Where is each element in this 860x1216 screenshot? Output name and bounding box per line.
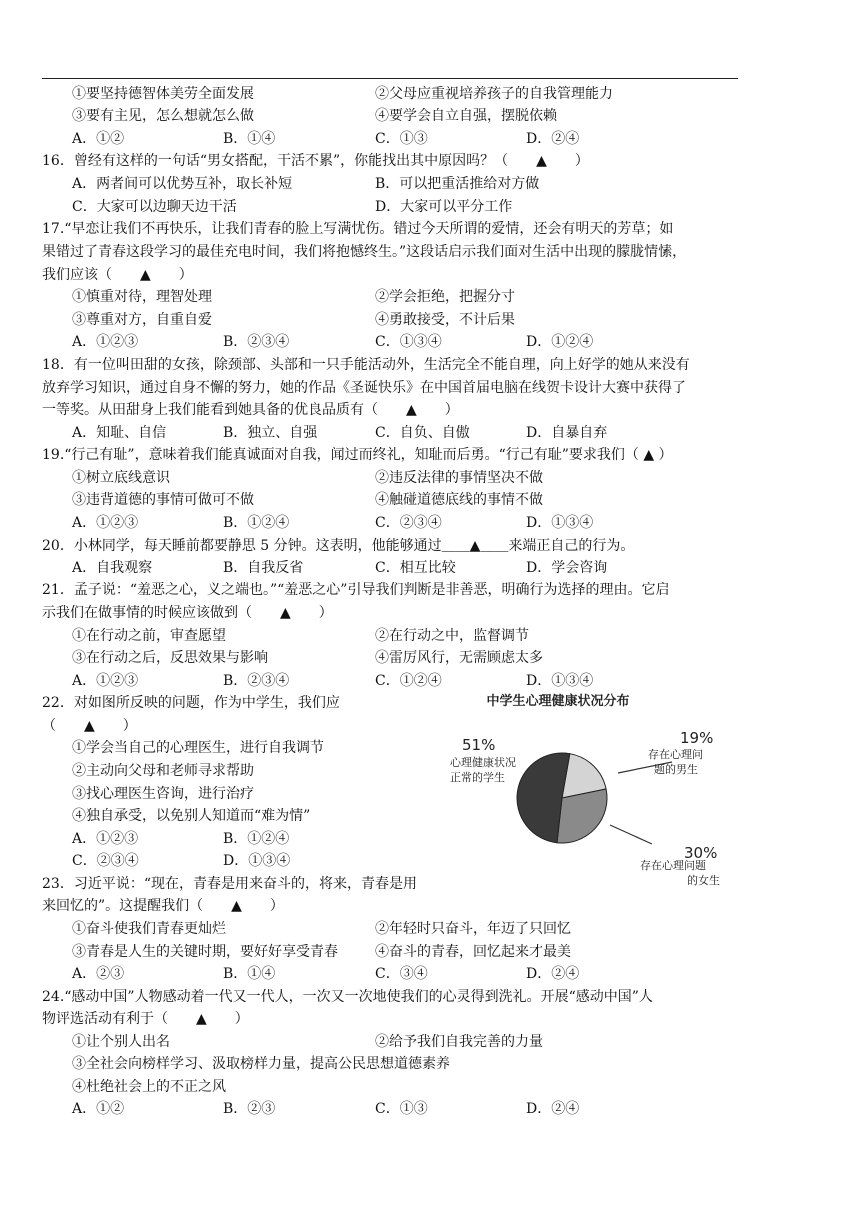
text-line: C．①②④ bbox=[375, 673, 442, 689]
text-line: C．①③ bbox=[375, 1101, 428, 1117]
text-line: C．相互比较 bbox=[375, 560, 456, 576]
text-line: ②给予我们自我完善的力量 bbox=[375, 1034, 543, 1050]
text-line: D．②④ bbox=[526, 1101, 580, 1117]
text-line: C．②③④ bbox=[375, 515, 442, 531]
text-line: B．②③④ bbox=[223, 334, 290, 350]
text-line: D．②④ bbox=[526, 966, 580, 982]
slice-label-girls-2: 的女生 bbox=[687, 874, 720, 887]
text-line: A．①②③ bbox=[72, 334, 139, 350]
text-line: B．①④ bbox=[223, 966, 276, 982]
text-line: 物评选活动有利于（ ▲ ） bbox=[42, 1011, 249, 1027]
text-line: 20．小林同学，每天睡前都要静思 5 分钟。这表明，他能够通过＿＿▲＿＿来端正自己的行为。 bbox=[42, 538, 635, 554]
text-line: C．大家可以边聊天边干活 bbox=[72, 199, 237, 215]
slice-value-boys: 19% bbox=[680, 729, 714, 747]
text-line: ③在行动之后，反思效果与影响 bbox=[72, 650, 268, 666]
text-line: ①奋斗使我们青春更灿烂 bbox=[72, 921, 226, 937]
text-line: D．①②④ bbox=[526, 334, 594, 350]
text-line: A．知耻、自信 bbox=[72, 425, 167, 441]
text-line: ④独自承受，以免别人知道而“难为情” bbox=[72, 808, 311, 824]
text-line: B．①④ bbox=[223, 131, 276, 147]
leader-line-girls bbox=[610, 825, 652, 844]
text-line: ②学会拒绝，把握分寸 bbox=[375, 289, 515, 305]
text-line: ③青春是人生的关键时期，要好好享受青春 bbox=[72, 944, 338, 960]
text-line: B．可以把重活推给对方做 bbox=[375, 176, 540, 192]
text-line: 22．对如图所反映的问题，作为中学生，我们应 bbox=[42, 695, 340, 711]
text-line: 示我们在做事情的时候应该做到（ ▲ ） bbox=[42, 605, 333, 621]
text-line: ①让个别人出名 bbox=[72, 1034, 170, 1050]
text-line: D．②④ bbox=[526, 131, 580, 147]
text-line: 18．有一位叫田甜的女孩，除颈部、头部和一只手能活动外，生活完全不能自理，向上好学的她从来没有 bbox=[42, 357, 690, 373]
chart-title: 中学生心理健康状况分布 bbox=[486, 694, 630, 709]
text-line: A．自我观察 bbox=[72, 560, 153, 576]
text-line: ①慎重对待，理智处理 bbox=[72, 289, 212, 305]
text-line: 我们应该（ ▲ ） bbox=[42, 267, 193, 283]
slice-label-normal-1: 心理健康状况 bbox=[450, 756, 516, 769]
text-line: B．①②④ bbox=[223, 831, 290, 847]
top-rule bbox=[42, 78, 738, 79]
text-line: 17.“早恋让我们不再快乐，让我们青春的脸上写满忧伤。错过今天所谓的爱情，还会有明天的芳草；如 bbox=[42, 221, 674, 237]
text-line: ③尊重对方，自重自爱 bbox=[72, 312, 212, 328]
text-line: C．①③④ bbox=[375, 334, 442, 350]
slice-label-boys-2: 题的男生 bbox=[654, 763, 698, 776]
text-line: ③要有主见，怎么想就怎么做 bbox=[72, 108, 254, 124]
text-line: ①学会当自己的心理医生，进行自我调节 bbox=[72, 740, 324, 756]
slice-value-girls: 30% bbox=[684, 844, 718, 862]
text-line: B．②③ bbox=[223, 1101, 276, 1117]
text-line: （ ▲ ） bbox=[42, 718, 137, 734]
text-line: 来回忆的”。这提醒我们（ ▲ ） bbox=[42, 898, 284, 914]
text-line: C．①③ bbox=[375, 131, 428, 147]
text-line: ①树立底线意识 bbox=[72, 470, 170, 486]
text-line: A．①②③ bbox=[72, 831, 139, 847]
text-line: A．②③ bbox=[72, 966, 125, 982]
text-line: D．大家可以平分工作 bbox=[375, 199, 513, 215]
text-line: ①要坚持德智体美劳全面发展 bbox=[72, 86, 254, 102]
text-line: B．自我反省 bbox=[223, 560, 304, 576]
text-line: 16．曾经有这样的一句话“男女搭配，干活不累”，你能找出其中原因吗？（ ▲ ） bbox=[42, 153, 589, 169]
text-line: 一等奖。从田甜身上我们能看到她具备的优良品质有（ ▲ ） bbox=[42, 402, 459, 418]
text-line: ②违反法律的事情坚决不做 bbox=[375, 470, 543, 486]
text-line: 放弃学习知识，通过自身不懈的努力，她的作品《圣诞快乐》在中国首届电脑在线贺卡设计大赛中获得了 bbox=[42, 380, 686, 396]
text-line: A．①②③ bbox=[72, 515, 139, 531]
text-line: ②年轻时只奋斗，年迈了只回忆 bbox=[375, 921, 571, 937]
text-line: D．①③④ bbox=[223, 853, 291, 869]
slice-label-girls-1: 存在心理问题 bbox=[640, 859, 706, 872]
text-line: B．独立、自强 bbox=[223, 425, 318, 441]
text-line: D．学会咨询 bbox=[526, 560, 608, 576]
text-line: ③违背道德的事情可做可不做 bbox=[72, 492, 254, 508]
text-line: ②父母应重视培养孩子的自我管理能力 bbox=[375, 86, 613, 102]
text-line: ④触碰道德底线的事情不做 bbox=[375, 492, 543, 508]
text-line: 23．习近平说：“现在，青春是用来奋斗的，将来，青春是用 bbox=[42, 876, 417, 892]
text-line: 19.“行己有耻”，意味着我们能真诚面对自我，闻过而终礼，知耻而后勇。“行己有耻”要求我们（ ▲ ） bbox=[42, 447, 673, 463]
text-line: ④奋斗的青春，回忆起来才最美 bbox=[375, 944, 571, 960]
slice-label-boys-1: 存在心理问 bbox=[648, 748, 703, 761]
text-line: C．③④ bbox=[375, 966, 428, 982]
text-line: B．①②④ bbox=[223, 515, 290, 531]
text-line: ④要学会自立自强，摆脱依赖 bbox=[375, 108, 557, 124]
text-line: ④勇敢接受，不计后果 bbox=[375, 312, 515, 328]
text-line: ④杜绝社会上的不正之风 bbox=[72, 1079, 226, 1095]
text-line: C．自负、自傲 bbox=[375, 425, 470, 441]
text-line: ③全社会向榜样学习、汲取榜样力量，提高公民思想道德素养 bbox=[72, 1056, 450, 1072]
text-line: D．自暴自弃 bbox=[526, 425, 608, 441]
text-line: A．①② bbox=[72, 131, 125, 147]
text-line: 果错过了青春这段学习的最佳充电时间，我们将抱憾终生。”这段话启示我们面对生活中出现的朦胧情愫， bbox=[42, 244, 687, 260]
text-line: A．①②③ bbox=[72, 673, 139, 689]
text-line: A．两者间可以优势互补，取长补短 bbox=[72, 176, 293, 192]
slice-girls bbox=[557, 789, 607, 843]
text-line: ②在行动之中，监督调节 bbox=[375, 628, 529, 644]
text-line: ②主动向父母和老师寻求帮助 bbox=[72, 763, 254, 779]
text-line: 24.“感动中国”人物感动着一代又一代人，一次又一次地使我们的心灵得到洗礼。开展“感动中国”人 bbox=[42, 989, 653, 1005]
text-line: D．①③④ bbox=[526, 515, 594, 531]
text-line: A．①② bbox=[72, 1101, 125, 1117]
slice-value-normal: 51% bbox=[462, 736, 496, 754]
text-line: C．②③④ bbox=[72, 853, 139, 869]
text-line: ③找心理医生咨询，进行治疗 bbox=[72, 786, 254, 802]
text-line: D．①③④ bbox=[526, 673, 594, 689]
text-line: ①在行动之前，审查愿望 bbox=[72, 628, 226, 644]
text-line: ④雷厉风行，无需顾虑太多 bbox=[375, 650, 543, 666]
pie-chart bbox=[440, 690, 740, 890]
text-line: 21．孟子说：“羞恶之心，义之端也。”“羞恶之心”引导我们判断是非善恶，明确行为选择的理由。它启 bbox=[42, 582, 670, 598]
text-line: B．②③④ bbox=[223, 673, 290, 689]
slice-label-normal-2: 正常的学生 bbox=[450, 771, 505, 784]
